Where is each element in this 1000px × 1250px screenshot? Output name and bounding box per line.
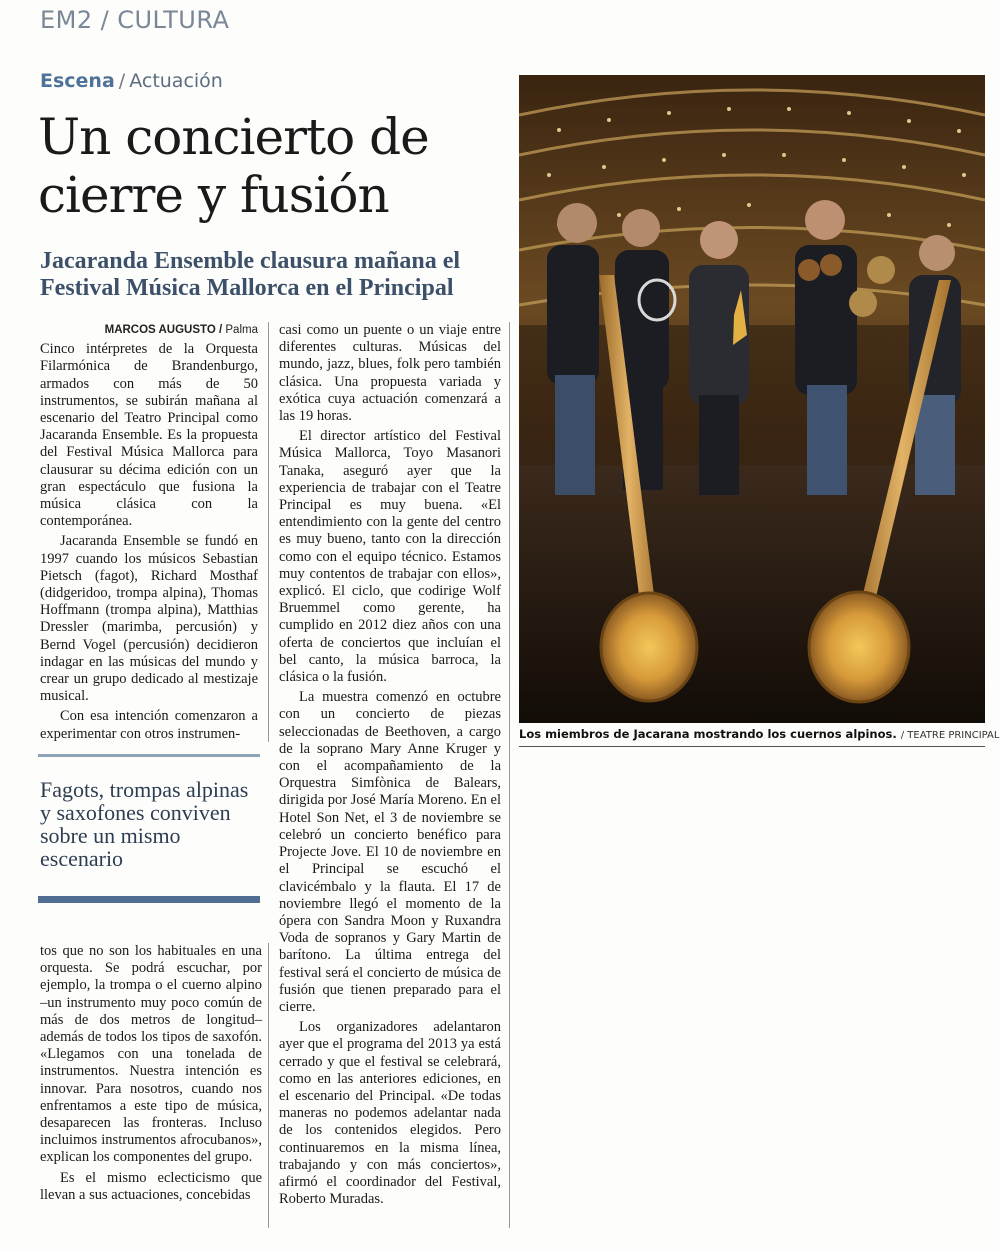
section-name: CULTURA: [117, 6, 230, 34]
paragraph: Con esa intención comenzaron a experimentar con otros instrumen-: [40, 708, 258, 742]
paragraph: Es el mismo eclecticismo que llevan a sus actuaciones, concebidas: [40, 1169, 262, 1203]
column-divider: [509, 322, 510, 1228]
edition-label: EM2: [40, 6, 93, 34]
kicker-subcategory: Actuación: [129, 70, 223, 92]
kicker-separator: /: [118, 70, 126, 92]
pullquote-bottom-rule: [38, 896, 260, 903]
paragraph: casi como un puente o un viaje entre diferentes culturas. Músicas del mundo, jazz, blues, folk pero también clásica. Una propuesta variada y exótica cuya actuación comenzará a las 19 horas.: [279, 322, 501, 425]
paragraph: Los organizadores adelantaron ayer que el programa del 2013 ya está cerrado y que el festival se celebrará, como en las anteriores ediciones, en el escenario del Principal. «De todas maneras no podemos adelantar nada de los contenidos elegidos. Pero continuaremos en la misma línea, trabajando y con más conciertos», afirmó el coordinador del Festival, Roberto Muradas.: [279, 1019, 501, 1208]
article-column-1: [40, 322, 258, 746]
byline-city: Palma: [225, 324, 258, 336]
photo-caption: [519, 727, 1000, 741]
kicker-category: Escena: [40, 70, 115, 92]
paragraph: El director artístico del Festival Música Mallorca, Toyo Masanori Tanaka, aseguró ayer que la experiencia de trabajar con el Teatre Principal es muy buena. «El entendimiento con la gente del centro es muy bueno, tanto con la dirección como con el equipo técnico. Estamos muy contentos de trabajar con ellos», explicó. El ciclo, que codirige Wolf Bruemmel como gerente, ha cumplido en 2012 diez años con una oferta de conciertos que incluían el bel canto, la música barroca, la clásica o la fusión.: [279, 428, 501, 686]
paragraph: La muestra comenzó en octubre con un concierto de piezas seleccionadas de Beethoven, a cargo de la soprano Mary Anne Kruger y con el acompañamiento de la Orquestra Simfònica de Balears, dirigida por José María Moreno. En el Hotel Son Net, el 3 de noviembre se celebró un concierto benéfico para Projecte Jove. El 10 de noviembre en el Principal se escuchó el clavicémbalo y la flauta. El 17 de noviembre llegó el momento de la ópera con Sandra Moon y Ruxandra Voda de sopranos y Gary Martin de barítono. La última entrega del festival será el concierto de música de fusión que tienen preparado para el cierre.: [279, 689, 501, 1015]
section-header: [40, 6, 229, 34]
kicker: [40, 70, 223, 92]
column-divider: [268, 322, 269, 742]
photo-credit: / TEATRE PRINCIPAL: [900, 730, 1000, 741]
paragraph: Jacaranda Ensemble se fundó en 1997 cuando los músicos Sebastian Pietsch (fagot), Richard Mosthaf (didgeridoo, trompa alpina), Thomas Hoffmann (trompa alpina), Matthias Dressler (marimba, percusión) y Bernd Vogel (percusión) decidieron indagar en las músicas del mundo y crear un grupo dedicado al mestizaje musical.: [40, 533, 258, 705]
column-divider: [268, 943, 269, 1228]
pullquote: Fagots, trompas alpinas y saxofones conviven sobre un mismo escenario: [40, 777, 249, 871]
caption-text: Los miembros de Jacarana mostrando los cuernos alpinos.: [519, 727, 897, 741]
section-separator: /: [100, 6, 110, 34]
headline: Un concierto de cierre y fusión: [38, 108, 429, 224]
paragraph: Cinco intérpretes de la Orquesta Filarmónica de Brandenburgo, armados con más de 50 instrumentos, se subirán mañana al escenario del Teatro Principal como Jacaranda Ensemble. Es la propuesta del Festival Música Mallorca para clausurar su décima edición con un gran espectáculo que fusiona la música clásica con la contemporánea.: [40, 341, 258, 530]
subheadline: Jacaranda Ensemble clausura mañana el Festival Música Mallorca en el Principal: [40, 248, 461, 301]
byline-author: MARCOS AUGUSTO: [104, 324, 216, 336]
pullquote-top-rule: [38, 754, 260, 757]
byline-separator: /: [218, 324, 223, 336]
article-column-2: [279, 322, 501, 1211]
article-photo: [519, 75, 985, 723]
paragraph: tos que no son los habituales en una orquesta. Se podrá escuchar, por ejemplo, la trompa o el cuerno alpino –un instrumento muy poco común de más de dos metros de longitud– además de todos los tipos de saxofón. «Llegamos con una tonelada de instrumentos. Nuestra intención es innovar. Para nosotros, cuando nos enfrentamos a este tipo de música, desaparecen las fronteras. Incluso incluimos instrumentos afrocubanos», explican los componentes del grupo.: [40, 943, 262, 1166]
caption-rule: [519, 746, 985, 747]
article-column-1-continued: [40, 943, 262, 1207]
byline: [40, 322, 258, 339]
